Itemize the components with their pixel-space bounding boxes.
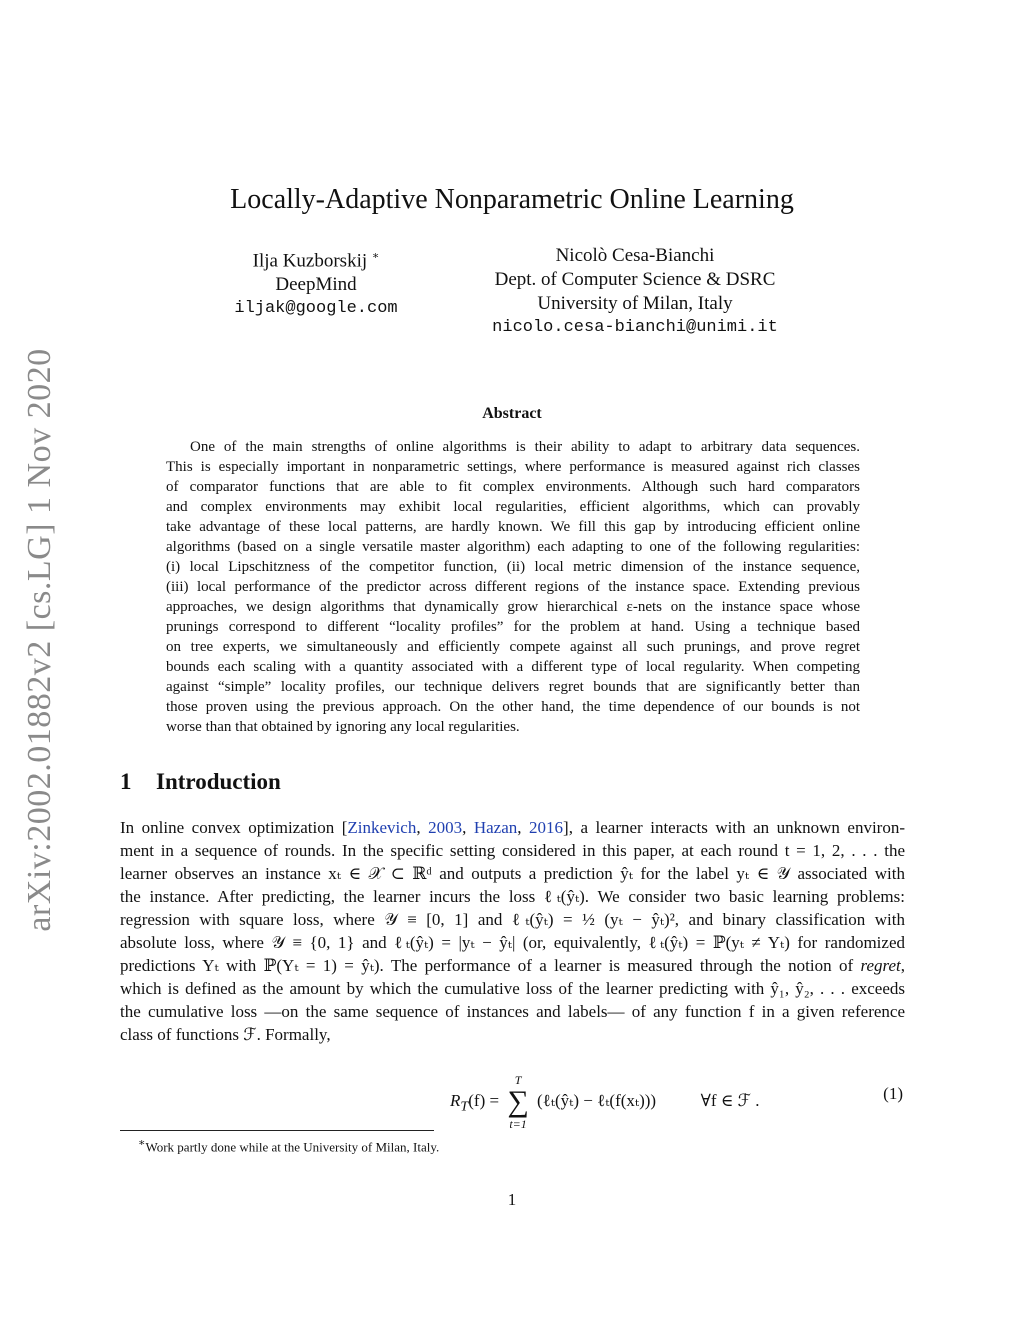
citation-link[interactable]: Zinkevich — [347, 818, 417, 837]
abstract-line: bounds each scaling with a quantity associated with a different type of local regularity. When competing — [166, 659, 860, 675]
abstract-line: those proven using the previous approach. On the other hand, the time dependence of our bounds is not — [166, 699, 860, 715]
intro-paragraph — [120, 816, 905, 1046]
author-affiliation: DeepMind — [275, 274, 357, 296]
equation-1 — [120, 1066, 905, 1131]
equation-number: (1) — [883, 1084, 903, 1103]
abstract-body — [166, 437, 860, 737]
abstract-line: worse than that obtained by ignoring any local regularities. — [166, 719, 520, 735]
emphasis-regret: regret — [860, 956, 901, 975]
paper-title: Locally-Adaptive Nonparametric Online Learning — [230, 184, 794, 215]
citation-link[interactable]: 2016 — [529, 818, 564, 837]
abstract-line: on tree experts, we simultaneously and efficiently compete against all such prunings, and prove regret — [166, 639, 860, 655]
intro-line: regression with square loss, where 𝒴 ≡ [0, 1] and ℓₜ(ŷₜ) = ½ (yₜ − ŷₜ)², and binary classification with — [120, 910, 905, 929]
page-number: 1 — [507, 1190, 517, 1209]
abstract-line: prunings correspond to different “locality profiles” for the problem at hand. Using a technique based — [166, 619, 860, 635]
author-name: Ilja Kuzborskij — [252, 250, 368, 272]
arxiv-identifier — [15, 350, 65, 930]
abstract-line: This is especially important in nonparametric settings, where performance is measured against rich classes — [166, 459, 860, 475]
intro-line: ment in a sequence of rounds. In the specific setting considered in this paper, at each round t = 1, 2, . . . the — [120, 841, 905, 860]
intro-line: absolute loss, where 𝒴 ≡ {0, 1} and ℓₜ(ŷₜ) = |yₜ − ŷₜ| (or, equivalently, ℓₜ(ŷₜ) = ℙ(yₜ ≠ Yₜ) for randomized — [120, 933, 905, 952]
intro-line: predictions Yₜ with ℙ(Yₜ = 1) = ŷₜ). The performance of a learner is measured through the notion of regret, — [120, 956, 905, 975]
intro-line: which is defined as the amount by which the cumulative loss of the learner predicting with ŷ₁, ŷ₂, . . . exceeds — [120, 979, 905, 998]
footnote-text: Work partly done while at the University of Milan, Italy. — [145, 1139, 440, 1155]
abstract-heading: Abstract — [482, 405, 542, 422]
citation-link[interactable]: 2003 — [428, 818, 463, 837]
intro-line: the cumulative loss —on the same sequence of instances and labels— of any function f in a given reference — [120, 1002, 905, 1021]
equation-expression: $R_T(f)$ = T ∑ t=1 (ℓₜ(ŷₜ) − ℓₜ(f(xₜ))) ∀f ∈ ℱ . — [450, 1073, 760, 1131]
abstract-line: (iii) local performance of the predictor across different regions of the instance space. Extending previous — [166, 579, 860, 595]
abstract-line: (i) local Lipschitzness of the competitor function, (ii) local metric dimension of the instance sequence, — [166, 559, 860, 575]
author-affiliation: Dept. of Computer Science & DSRC — [494, 269, 776, 290]
equation-quantifier: ∀f ∈ ℱ . — [700, 1090, 760, 1110]
abstract-line: One of the main strengths of online algorithms is their ability to adapt to arbitrary data sequences. — [190, 439, 860, 455]
author-email[interactable]: iljak@google.com — [234, 299, 398, 319]
author-name: Nicolò Cesa-Bianchi — [555, 245, 715, 266]
intro-line: In online convex optimization [Zinkevich, 2003, Hazan, 2016], a learner interacts with an unknown environ- — [120, 818, 906, 837]
footnote-mark: ∗ — [138, 1137, 146, 1149]
section-heading — [120, 769, 281, 795]
abstract-line: of comparator functions that are able to fit complex environments. Although such hard comparators — [166, 479, 860, 495]
intro-line: class of functions ℱ. Formally, — [120, 1025, 331, 1044]
intro-line: learner observes an instance xₜ ∈ 𝒳 ⊂ ℝᵈ and outputs a prediction ŷₜ for the label yₜ ∈ 𝒴 associated with — [120, 864, 905, 883]
abstract-line: and complex environments may exhibit local regularities, efficient algorithms, which can provably — [166, 499, 860, 515]
citation-link[interactable]: Hazan — [473, 818, 518, 837]
author-block-1 — [196, 244, 436, 321]
intro-line: the instance. After predicting, the learner incurs the loss ℓₜ(ŷₜ). We consider two basic learning problems: — [120, 887, 905, 906]
abstract-line: take advantage of these local patterns, are hardly known. We fill this gap by introducing efficient online — [166, 519, 860, 535]
section-title: Introduction — [156, 769, 281, 794]
footnote-divider — [120, 1130, 434, 1131]
author-email[interactable]: nicolo.cesa-bianchi@unimi.it — [492, 318, 778, 337]
abstract-line: against “simple” locality profiles, our technique delivers regret bounds that are significantly better than — [166, 679, 860, 695]
section-number: 1 — [120, 769, 132, 794]
abstract-line: algorithms (based on a single versatile master algorithm) each adapting to one of the following regularities: — [166, 539, 860, 555]
abstract-line: approaches, we design algorithms that dynamically grow hierarchical ε-nets on the instance space whose — [166, 599, 860, 615]
summation-symbol: T ∑ t=1 — [507, 1073, 529, 1131]
footnote — [138, 1136, 439, 1155]
arxiv-identifier-text: arXiv:2002.01882v2 [cs.LG] 1 Nov 2020 — [21, 348, 58, 932]
author-affiliation: University of Milan, Italy — [537, 293, 733, 314]
author-block-2 — [455, 244, 815, 340]
footnote-mark: ∗ — [371, 250, 380, 262]
